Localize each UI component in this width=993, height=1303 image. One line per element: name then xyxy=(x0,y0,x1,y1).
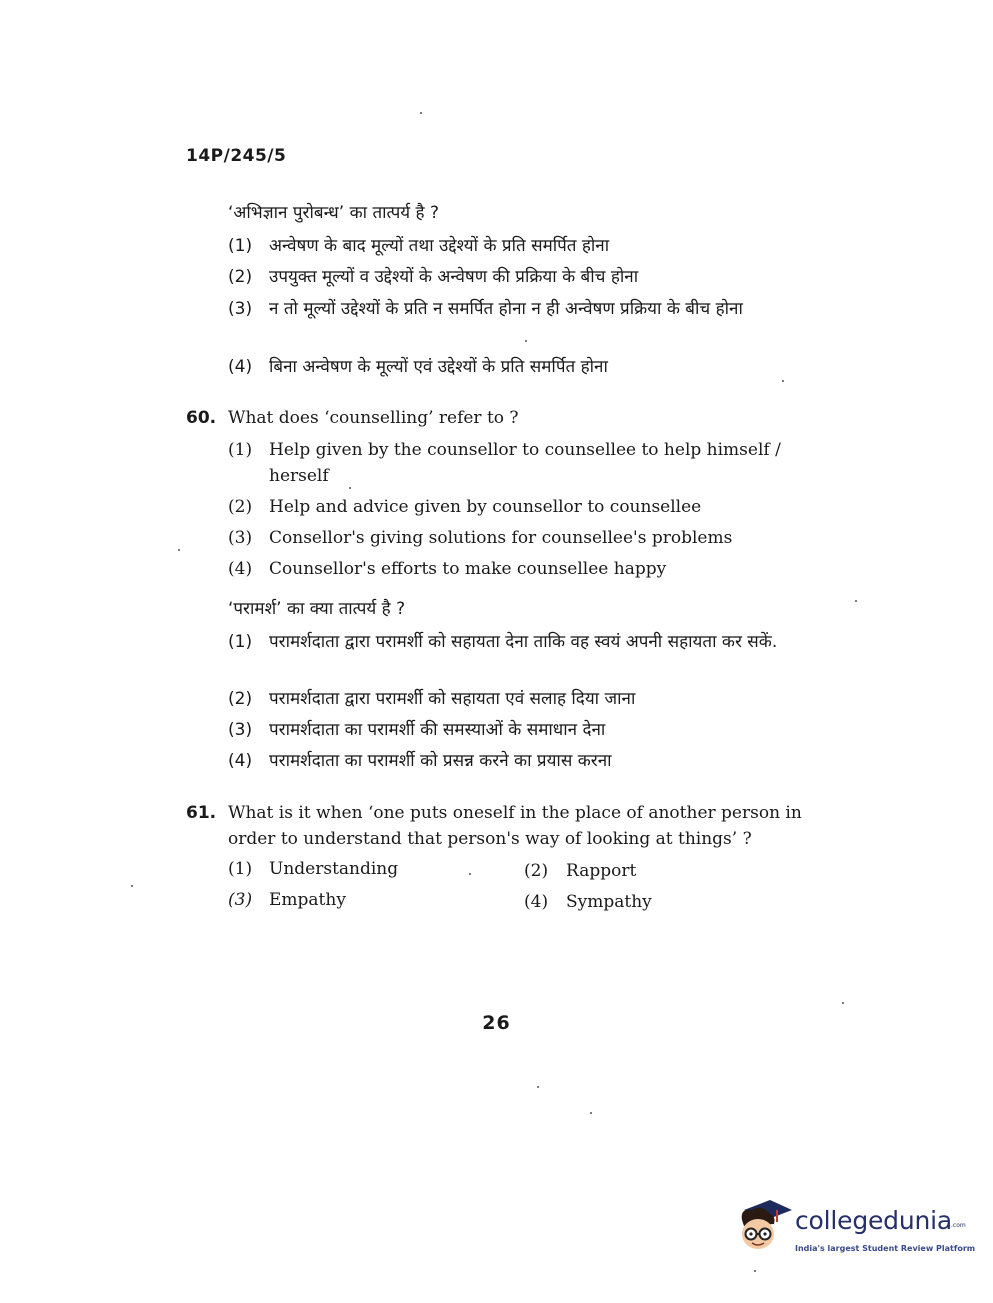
q59-hindi-option-1-num: (1) xyxy=(228,236,253,256)
scan-speck xyxy=(178,549,180,551)
q59-hindi-option-4-text: बिना अन्वेषण के मूल्यों एवं उद्देश्यों के प्रति समर्पित होना xyxy=(269,357,608,377)
q61-option-2-text: Rapport xyxy=(566,861,637,881)
scan-speck xyxy=(842,1002,844,1004)
q60-hindi-option-2-text: परामर्शदाता द्वारा परामर्शी को सहायता एवं सलाह दिया जाना xyxy=(269,689,636,709)
q60-hindi-option-4-text: परामर्शदाता का परामर्शी को प्रसन्न करने का प्रयास करना xyxy=(269,751,612,771)
paper-code: 14P/245/5 xyxy=(186,146,287,166)
q60-option-2-text: Help and advice given by counsellor to counsellee xyxy=(269,497,702,517)
q60-option-4-num: (4) xyxy=(228,559,253,579)
collegedunia-mascot-icon xyxy=(736,1196,794,1256)
brand-suffix: .com xyxy=(951,1222,966,1229)
q60-option-2-num: (2) xyxy=(228,497,253,517)
q61-stem: What is it when ‘one puts oneself in the place of another person in order to understand that person's way of looking at things’ ? xyxy=(228,803,802,849)
q60-hindi-option-3-num: (3) xyxy=(228,720,253,740)
q60-hindi-option-1-text: परामर्शदाता द्वारा परामर्शी को सहायता देना ताकि वह स्वयं अपनी सहायता कर सकें. xyxy=(269,632,778,652)
scan-speck xyxy=(131,885,133,887)
page-number: 26 xyxy=(482,1012,511,1034)
brand-tagline: India's largest Student Review Platform xyxy=(795,1244,976,1253)
brand-wordmark: collegedunia xyxy=(795,1206,952,1235)
q61-option-3-num: (3) xyxy=(228,890,253,910)
q61-option-1-num: (1) xyxy=(228,859,253,879)
q60-option-3-num: (3) xyxy=(228,528,253,548)
q61-number: 61. xyxy=(186,803,217,823)
q60-option-1-text: Help given by the counsellor to counsellee to help himself / herself xyxy=(269,440,781,486)
q61-option-4-num: (4) xyxy=(524,892,549,912)
q61-option-4-text: Sympathy xyxy=(566,892,652,912)
q59-hindi-stem: ‘अभिज्ञान पुरोबन्ध’ का तात्पर्य है ? xyxy=(228,203,439,223)
q59-hindi-option-2-num: (2) xyxy=(228,267,253,287)
q60-hindi-option-2-num: (2) xyxy=(228,689,253,709)
scan-speck xyxy=(537,1086,539,1088)
q60-hindi-option-3-text: परामर्शदाता का परामर्शी की समस्याओं के समाधान देना xyxy=(269,720,606,740)
q60-hindi-option-1-num: (1) xyxy=(228,632,253,652)
q60-hindi-option-4-num: (4) xyxy=(228,751,253,771)
scan-speck xyxy=(590,1112,592,1114)
scan-speck xyxy=(420,112,422,114)
q61-option-2-num: (2) xyxy=(524,861,549,881)
q59-hindi-option-1-text: अन्वेषण के बाद मूल्यों तथा उद्देश्यों के प्रति समर्पित होना xyxy=(269,236,610,256)
q59-hindi-option-2-text: उपयुक्त मूल्यों व उद्देश्यों के अन्वेषण की प्रक्रिया के बीच होना xyxy=(269,267,639,287)
q59-hindi-option-4-num: (4) xyxy=(228,357,253,377)
q60-stem: What does ‘counselling’ refer to ? xyxy=(228,408,519,428)
q59-hindi-option-3-num: (3) xyxy=(228,299,253,319)
scan-speck xyxy=(469,873,471,875)
q60-number: 60. xyxy=(186,408,217,428)
scan-speck xyxy=(349,487,351,489)
q59-hindi-option-3-text: न तो मूल्यों उद्देश्यों के प्रति न समर्पित होना न ही अन्वेषण प्रक्रिया के बीच होना xyxy=(269,299,743,319)
scan-speck xyxy=(782,380,784,382)
q60-option-4-text: Counsellor's efforts to make counsellee happy xyxy=(269,559,667,579)
q60-option-1-num: (1) xyxy=(228,440,253,460)
q61-option-3-text: Empathy xyxy=(269,890,346,910)
q61-option-1-text: Understanding xyxy=(269,859,399,879)
scan-speck xyxy=(525,340,527,342)
scan-speck xyxy=(754,1270,756,1272)
scan-speck xyxy=(855,600,857,602)
q60-option-3-text: Consellor's giving solutions for counsellee's problems xyxy=(269,528,733,548)
q60-hindi-stem: ‘परामर्श’ का क्या तात्पर्य है ? xyxy=(228,599,406,619)
